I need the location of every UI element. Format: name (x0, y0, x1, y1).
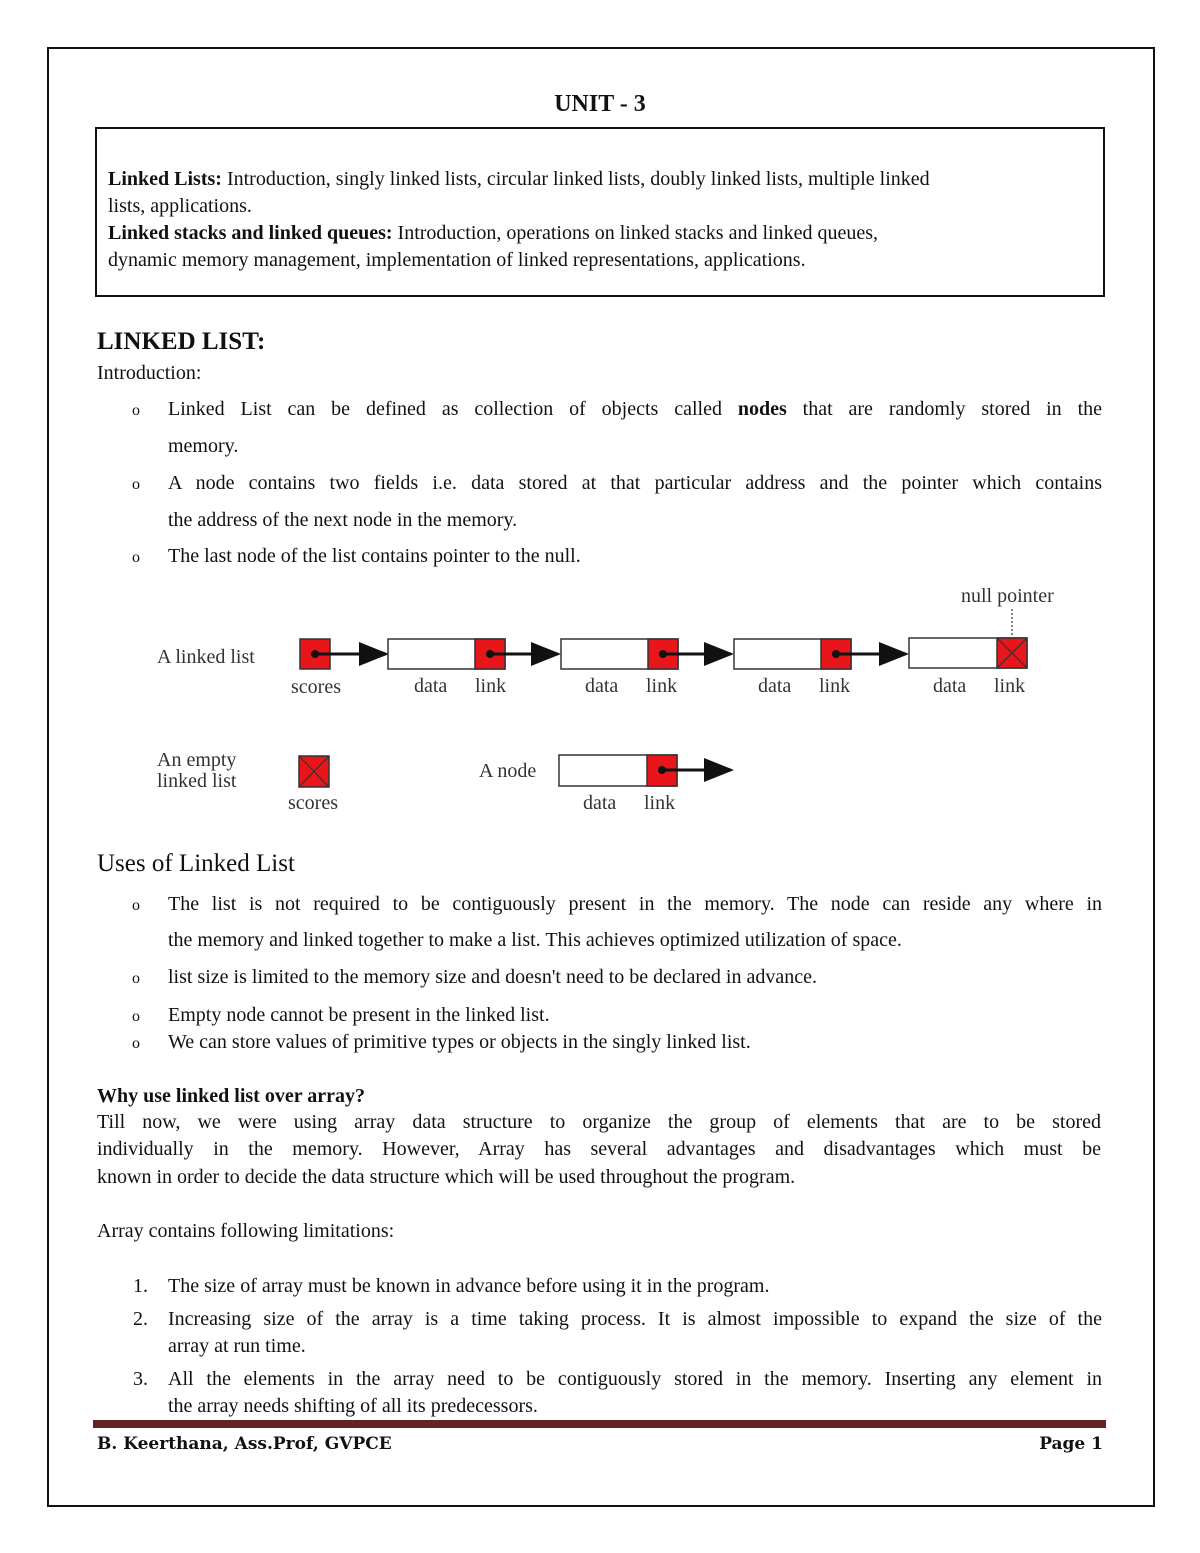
limit-number: 2. (133, 1308, 148, 1330)
syllabus-line-4: dynamic memory management, implementation of linked representations, applications. (108, 249, 806, 271)
limit-3: All the elements in the array need to be contiguously stored in the memory. Inserting any element in (168, 1368, 1102, 1390)
footer-bar (93, 1420, 1106, 1428)
footer-page-number: Page 1 (1039, 1434, 1103, 1454)
bullet-icon: o (132, 402, 140, 419)
unit-title: UNIT - 3 (554, 91, 646, 117)
data-label: data (758, 675, 792, 697)
limit-number: 3. (133, 1368, 148, 1390)
node-4-null (909, 609, 1027, 668)
intro-label: Introduction: (97, 362, 202, 384)
intro-bullet-1: Linked List can be defined as collection of objects called nodes that are randomly stored in the (168, 398, 1103, 420)
why-para-line-1: Till now, we were using array data structure to organize the group of elements that are to be stored (97, 1111, 1101, 1133)
link-label: link (644, 792, 676, 814)
scores-pointer (300, 639, 386, 669)
uses-title: Uses of Linked List (97, 850, 295, 877)
data-label: data (414, 675, 448, 697)
bullet-icon: o (132, 1035, 140, 1052)
uses-bullet-2: list size is limited to the memory size and doesn't need to be declared in advance. (168, 966, 817, 988)
node-2 (561, 639, 731, 669)
bullet-icon: o (132, 476, 140, 493)
node-1 (388, 639, 558, 669)
bullet-icon: o (132, 1008, 140, 1025)
syllabus-line-2: lists, applications. (108, 195, 252, 217)
uses-bullet-1: The list is not required to be contiguously present in the memory. The node can reside any where in (168, 893, 1102, 915)
bullet-icon: o (132, 549, 140, 566)
empty-list-label-2: linked list (157, 770, 237, 792)
node-label: A node (479, 760, 537, 782)
limit-number: 1. (133, 1275, 148, 1297)
intro-bullet-2-line-2: the address of the next node in the memory. (168, 509, 518, 531)
limit-3-line-2: the array needs shifting of all its predecessors. (168, 1395, 538, 1417)
syllabus-line-3: Linked stacks and linked queues: Introduction, operations on linked stacks and linked queues, (108, 222, 878, 244)
empty-list-null-box (299, 756, 329, 787)
scores-label: scores (291, 676, 341, 698)
why-para-line-2: individually in the memory. However, Array has several advantages and disadvantages which must be (97, 1138, 1101, 1160)
why-title: Why use linked list over array? (97, 1085, 365, 1107)
link-label: link (819, 675, 851, 697)
uses-bullet-3: Empty node cannot be present in the linked list. (168, 1004, 550, 1026)
intro-bullet-2: A node contains two fields i.e. data stored at that particular address and the pointer which contains (168, 472, 1102, 494)
link-label: link (475, 675, 507, 697)
data-label: data (583, 792, 617, 814)
syllabus-line-1: Linked Lists: Introduction, singly linked lists, circular linked lists, doubly linked lists, multiple linked (108, 168, 930, 190)
data-label: data (585, 675, 619, 697)
single-node (559, 755, 731, 786)
bullet-icon: o (132, 970, 140, 987)
limit-1: The size of array must be known in advance before using it in the program. (168, 1275, 770, 1297)
link-label: link (994, 675, 1026, 697)
linked-list-label: A linked list (157, 646, 255, 668)
limit-2: Increasing size of the array is a time taking process. It is almost impossible to expand the size of the (168, 1308, 1102, 1330)
bullet-icon: o (132, 897, 140, 914)
scores-label: scores (288, 792, 338, 814)
array-limits-label: Array contains following limitations: (97, 1220, 395, 1242)
limit-2-line-2: array at run time. (168, 1335, 306, 1357)
uses-bullet-1-line-2: the memory and linked together to make a list. This achieves optimized utilization of space. (168, 929, 902, 951)
uses-bullet-4: We can store values of primitive types or objects in the singly linked list. (168, 1031, 751, 1053)
why-para-line-3: known in order to decide the data structure which will be used throughout the program. (97, 1166, 796, 1188)
empty-list-label-1: An empty (157, 749, 237, 771)
node-3 (734, 639, 906, 669)
data-label: data (933, 675, 967, 697)
intro-bullet-1-line-2: memory. (168, 435, 239, 457)
intro-bullet-3: The last node of the list contains pointer to the null. (168, 545, 581, 567)
section-title: LINKED LIST: (97, 328, 266, 355)
link-label: link (646, 675, 678, 697)
null-pointer-label: null pointer (961, 585, 1054, 607)
footer-author: B. Keerthana, Ass.Prof, GVPCE (97, 1434, 392, 1454)
